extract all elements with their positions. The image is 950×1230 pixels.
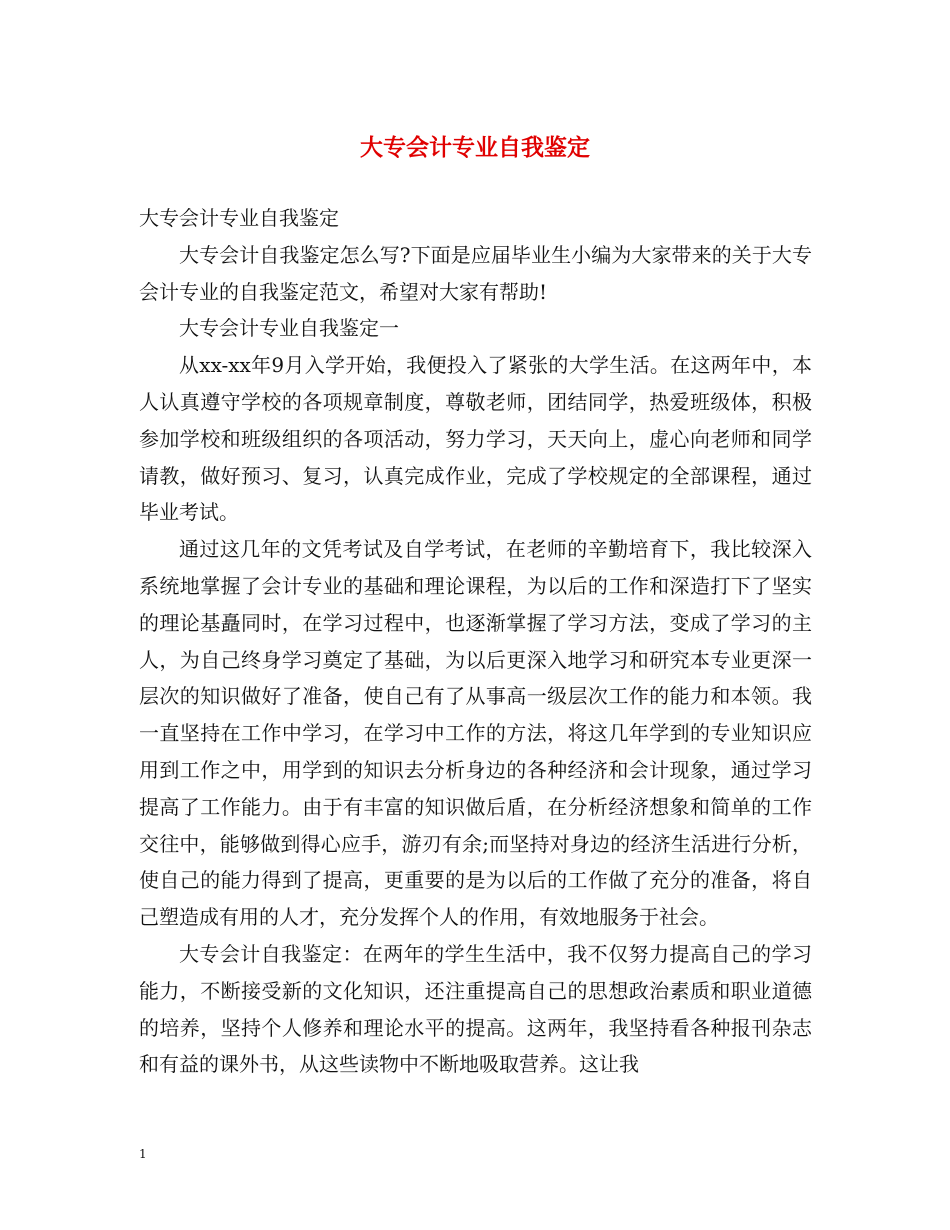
body-paragraph: 从xx-xx年9月入学开始，我便投入了紧张的大学生活。在这两年中，本人认真遵守学校的各项规章制度，尊敬老师，团结同学，热爱班级体，积极参加学校和班级组织的各项活动，努力学习，天天向上，虚心向老师和同学请教，做好预习、复习，认真完成作业，完成了学校规定的全部课程，通过毕业考试。 (139, 353, 812, 525)
body-paragraph: 大专会计自我鉴定：在两年的学生生活中，我不仅努力提高自己的学习能力，不断接受新的文化知识，还注重提高自己的思想政治素质和职业道德的培养，坚持个人修养和理论水平的提高。这两年，我坚持看各种报刊杂志和有益的课外书，从这些读物中不断地吸取营养。这让我 (139, 941, 812, 1077)
body-paragraph: 通过这几年的文凭考试及自学考试，在老师的辛勤培育下，我比较深入系统地掌握了会计专业的基础和理论课程，为以后的工作和深造打下了坚实的理论基矗同时，在学习过程中，也逐渐掌握了学习方法，变成了学习的主人，为自己终身学习奠定了基础，为以后更深入地学习和研究本专业更深一层次的知识做好了准备，使自己有了从事高一级层次工作的能力和本领。我一直坚持在工作中学习，在学习中工作的方法，将这几年学到的专业知识应用到工作之中，用学到的知识去分析身边的各种经济和会计现象，通过学习提高了工作能力。由于有丰富的知识做后盾，在分析经济想象和简单的工作交往中，能够做到得心应手，游刃有余;而坚持对身边的经济生活进行分析，使自己的能力得到了提高，更重要的是为以后的工作做了充分的准备，将自己塑造成有用的人才，充分发挥个人的作用，有效地服务于社会。 (139, 537, 812, 930)
section-heading: 大专会计专业自我鉴定 (139, 206, 339, 230)
page-number: 1 (139, 1147, 147, 1161)
document-title: 大专会计专业自我鉴定 (360, 134, 590, 161)
intro-paragraph: 大专会计自我鉴定怎么写?下面是应届毕业生小编为大家带来的关于大专会计专业的自我鉴定范文，希望对大家有帮助! (139, 242, 812, 304)
subsection-heading: 大专会计专业自我鉴定一 (179, 316, 399, 341)
document-body (139, 200, 812, 1083)
